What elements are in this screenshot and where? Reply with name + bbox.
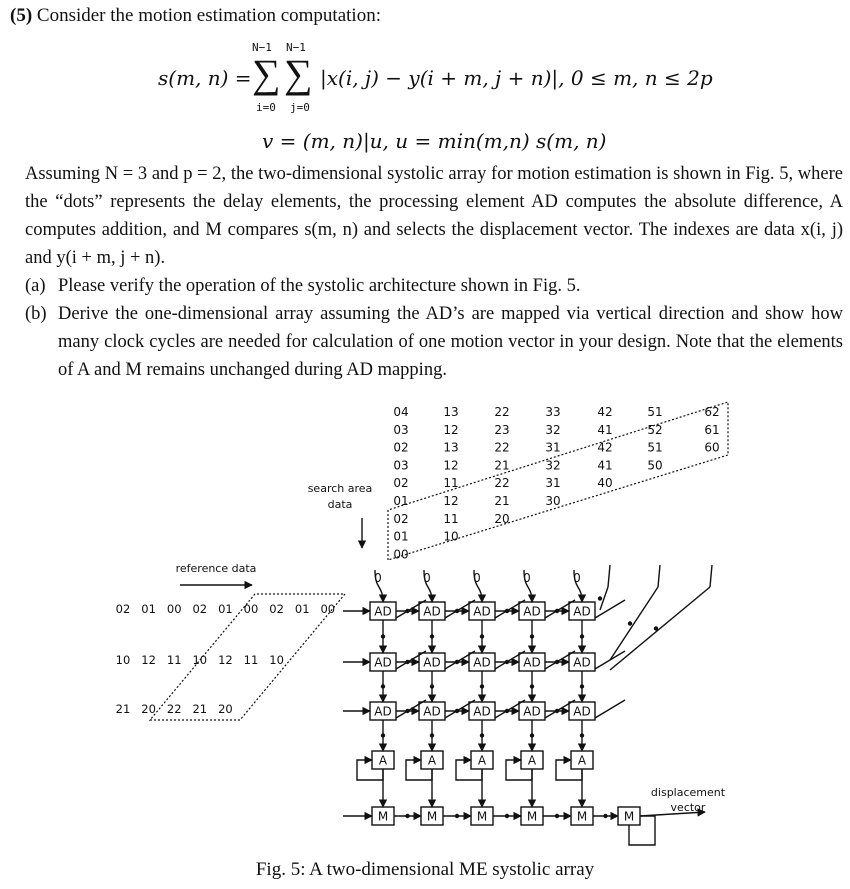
m-label: M — [426, 809, 438, 824]
reference-data-value: 21 — [115, 702, 131, 716]
initial-zero-label: 0 — [473, 571, 481, 585]
problem-body — [25, 160, 843, 384]
search-data-value: 04 — [393, 405, 409, 419]
delay-dot — [580, 684, 584, 688]
ad-block — [419, 653, 445, 671]
feed-line — [658, 565, 660, 587]
search-data-value: 03 — [393, 458, 409, 473]
diagonal-link — [445, 700, 475, 718]
m-block — [521, 807, 543, 825]
search-data-value: 22 — [494, 476, 510, 491]
ad-label: AD — [473, 704, 491, 719]
delay-dot — [381, 634, 385, 638]
ad-label: AD — [423, 604, 441, 619]
diagonal-link — [396, 700, 426, 718]
delay-dot — [430, 634, 434, 638]
ad-label: AD — [473, 604, 491, 619]
search-data-value: 23 — [494, 422, 510, 437]
diagonal-link — [445, 600, 475, 618]
ad-block — [370, 702, 396, 720]
sigma-i-symbol: ∑ — [252, 51, 281, 96]
delay-dot — [430, 733, 434, 737]
reference-data-value: 02 — [115, 602, 131, 616]
initial-zero-label: 0 — [423, 571, 431, 585]
reference-data-value: 20 — [141, 702, 156, 716]
search-data-value: 32 — [545, 458, 561, 473]
eq1-lhs: s(m, n) = — [158, 66, 252, 90]
ad-label: AD — [423, 655, 441, 670]
search-data-value: 41 — [597, 422, 613, 437]
initial-zero-label: 0 — [523, 571, 531, 585]
ad-block — [519, 602, 545, 620]
reference-data-value: 20 — [218, 702, 233, 716]
m-block — [372, 807, 394, 825]
a-label: A — [527, 753, 537, 768]
search-data-value: 00 — [393, 547, 409, 562]
search-data-value: 50 — [647, 458, 663, 473]
search-data-value: 02 — [393, 440, 409, 455]
delay-dot — [555, 609, 559, 613]
eq1-upper-i: N−1 — [252, 41, 272, 54]
search-data-value: 32 — [545, 422, 561, 437]
a-feedback-loop — [456, 760, 482, 780]
delay-dot — [381, 684, 385, 688]
eq1-upper-j: N−1 — [286, 41, 306, 54]
diagonal-link — [595, 600, 625, 618]
final-m-feedback — [629, 816, 655, 845]
delay-dot — [455, 660, 459, 664]
ad-label: AD — [523, 655, 541, 670]
search-data-value: 22 — [494, 440, 510, 455]
a-block — [471, 751, 493, 769]
delay-dot — [405, 814, 409, 818]
search-data-value: 12 — [443, 494, 459, 508]
ad-block — [419, 702, 445, 720]
ad-label: AD — [473, 655, 491, 670]
reference-data-value: 22 — [166, 702, 182, 716]
part-b-text: Derive the one-dimensional array assuming the AD’s are mapped via vertical direction and show how many clock cycles are needed for calculation of one motion vector in your design. Note that the elements of A and M remains unchanged during AD mapping. — [58, 304, 843, 380]
diagonal-feed — [610, 587, 710, 670]
part-a-text: Please verify the operation of the systolic architecture shown in Fig. 5. — [58, 276, 581, 296]
delay-dot — [530, 634, 534, 638]
delay-dot — [430, 684, 434, 688]
search-data-value: 61 — [704, 422, 720, 437]
diagonal-link — [595, 651, 625, 669]
search-data-value: 02 — [393, 476, 409, 491]
reference-data-value: 10 — [115, 653, 131, 667]
reference-data-value: 12 — [218, 653, 233, 667]
ad-block — [370, 602, 396, 620]
diagonal-link — [396, 600, 426, 618]
part-b-label: (b) — [25, 304, 47, 324]
eq1-lower-i: i=0 — [256, 101, 276, 114]
diagonal-link — [545, 600, 575, 618]
delay-dot — [405, 609, 409, 613]
m-block — [421, 807, 443, 825]
reference-data-value: 01 — [141, 602, 156, 616]
a-feedback-loop — [506, 760, 532, 780]
sigma-j-symbol: ∑ — [284, 51, 313, 96]
reference-data-value: 00 — [166, 602, 182, 616]
ad-block — [569, 602, 595, 620]
a-block — [521, 751, 543, 769]
ad-label: AD — [374, 655, 392, 670]
feed-arrow — [524, 570, 532, 602]
a-label: A — [378, 753, 388, 768]
eq1-rhs: |x(i, j) − y(i + m, j + n)|, 0 ≤ m, n ≤ 2p — [320, 66, 713, 90]
diagonal-link — [545, 651, 575, 669]
diagonal-link — [445, 651, 475, 669]
ad-block — [469, 653, 495, 671]
search-data-value: 21 — [494, 494, 510, 508]
delay-dot — [505, 660, 509, 664]
diagonal-link — [396, 651, 426, 669]
delay-dot — [480, 684, 484, 688]
delay-dot — [480, 634, 484, 638]
search-data-value: 31 — [545, 476, 561, 491]
search-data-value: 42 — [597, 405, 613, 419]
reference-data-value: 00 — [320, 602, 336, 616]
initial-zero-label: 0 — [573, 571, 581, 585]
search-data-value: 12 — [443, 458, 459, 473]
search-data-value: 13 — [443, 405, 459, 419]
part-a-label: (a) — [25, 276, 46, 296]
ad-block — [519, 702, 545, 720]
delay-dot — [580, 733, 584, 737]
a-block — [421, 751, 443, 769]
m-block — [571, 807, 593, 825]
delay-dot — [455, 814, 459, 818]
search-data-value: 01 — [393, 529, 409, 544]
ad-label: AD — [523, 704, 541, 719]
search-area-label: data — [327, 498, 353, 511]
delay-dot — [405, 709, 409, 713]
reference-data-label: reference data — [175, 562, 257, 575]
search-data-value: 30 — [545, 494, 561, 508]
search-area-label: search area — [307, 482, 373, 495]
search-data-value: 60 — [704, 440, 720, 455]
delay-dot — [505, 609, 509, 613]
ad-block — [569, 702, 595, 720]
delay-dot — [505, 709, 509, 713]
feed-arrow — [375, 570, 383, 602]
ad-block — [370, 653, 396, 671]
search-data-value: 31 — [545, 440, 561, 455]
diagonal-link — [495, 651, 525, 669]
delay-dot — [598, 596, 602, 600]
initial-zero-label: 0 — [374, 571, 382, 585]
m-label: M — [576, 809, 588, 824]
feed-line — [608, 565, 610, 587]
reference-data-value: 10 — [269, 653, 284, 667]
diagonal-feed — [610, 587, 658, 660]
delay-dot — [555, 709, 559, 713]
m-label: M — [623, 809, 635, 824]
ad-block — [569, 653, 595, 671]
reference-data-value: 10 — [192, 653, 208, 667]
search-data-value: 20 — [494, 511, 510, 526]
delay-dot — [555, 660, 559, 664]
search-area-outline — [388, 402, 728, 560]
eq1-lower-j: j=0 — [290, 101, 310, 114]
ad-label: AD — [573, 704, 591, 719]
search-data-value: 51 — [647, 405, 663, 419]
delay-dot — [555, 814, 559, 818]
m-block — [618, 807, 640, 825]
delay-dot — [530, 733, 534, 737]
delay-dot — [455, 709, 459, 713]
output-arrow — [640, 812, 705, 816]
ad-label: AD — [374, 604, 392, 619]
equation-2: v = (m, n)|u, u = min(m,n) s(m, n) — [262, 129, 607, 153]
delay-dot — [480, 733, 484, 737]
search-data-value: 11 — [443, 511, 459, 526]
a-feedback-loop — [406, 760, 432, 780]
reference-data-value: 02 — [269, 602, 284, 616]
ad-label: AD — [523, 604, 541, 619]
a-label: A — [577, 753, 587, 768]
search-data-value: 11 — [443, 476, 459, 491]
ad-block — [419, 602, 445, 620]
a-feedback-loop — [357, 760, 383, 780]
search-data-value: 62 — [704, 405, 720, 419]
feed-arrow — [574, 570, 582, 602]
problem-paragraph: Assuming N = 3 and p = 2, the two-dimensional systolic array for motion estimation is shown in Fig. 5, where the “dots” represents the delay elements, the processing element AD computes the absolute difference, A computes addition, and M compares s(m, n) and selects the displacement vector. The indexes are data x(i, j) and y(i + m, j + n). — [25, 164, 843, 268]
delay-dot — [603, 814, 607, 818]
delay-dot — [530, 684, 534, 688]
a-block — [571, 751, 593, 769]
search-data-value: 40 — [597, 476, 613, 491]
reference-data-outline — [150, 594, 345, 720]
ad-label: AD — [573, 604, 591, 619]
part-b — [25, 300, 843, 384]
m-label: M — [526, 809, 538, 824]
search-data-value: 10 — [443, 529, 459, 544]
search-data-value: 33 — [545, 405, 561, 419]
ad-block — [519, 653, 545, 671]
m-label: M — [476, 809, 488, 824]
output-label: vector — [670, 801, 706, 814]
feed-arrow — [424, 570, 432, 602]
delay-dot — [405, 660, 409, 664]
search-data-value: 41 — [597, 458, 613, 473]
ad-label: AD — [374, 704, 392, 719]
diagonal-link — [595, 700, 625, 718]
search-data-value: 01 — [393, 494, 409, 508]
search-data-value: 51 — [647, 440, 663, 455]
a-feedback-loop — [556, 760, 582, 780]
diagonal-link — [545, 700, 575, 718]
reference-data-value: 12 — [141, 653, 156, 667]
diagonal-feed — [600, 587, 608, 610]
ad-block — [469, 602, 495, 620]
delay-dot — [381, 733, 385, 737]
reference-data-value: 00 — [243, 602, 259, 616]
a-block — [372, 751, 394, 769]
problem-heading — [10, 5, 381, 27]
a-label: A — [427, 753, 437, 768]
delay-dot — [580, 634, 584, 638]
reference-data-value: 01 — [218, 602, 233, 616]
ad-label: AD — [573, 655, 591, 670]
feed-arrow — [474, 570, 482, 602]
delay-dot — [455, 609, 459, 613]
output-label: displacement — [650, 786, 726, 799]
search-data-value: 21 — [494, 458, 510, 473]
m-block — [471, 807, 493, 825]
search-data-value: 52 — [647, 422, 663, 437]
problem-intro: Consider the motion estimation computation: — [36, 5, 381, 26]
m-label: M — [377, 809, 389, 824]
search-data-value: 12 — [443, 422, 459, 437]
search-data-value: 02 — [393, 511, 409, 526]
delay-dot — [505, 814, 509, 818]
search-data-value: 42 — [597, 440, 613, 455]
diagonal-link — [495, 700, 525, 718]
feed-line — [710, 565, 712, 587]
reference-data-value: 02 — [192, 602, 208, 616]
delay-dot — [654, 626, 658, 630]
reference-data-value: 11 — [166, 653, 182, 667]
ad-label: AD — [423, 704, 441, 719]
search-data-value: 22 — [494, 405, 510, 419]
figure-caption: Fig. 5: A two-dimensional ME systolic array — [255, 859, 595, 880]
search-data-value: 13 — [443, 440, 459, 455]
reference-data-value: 01 — [294, 602, 310, 616]
a-label: A — [477, 753, 487, 768]
reference-data-value: 11 — [243, 653, 259, 667]
reference-data-value: 21 — [192, 702, 208, 716]
search-data-value: 03 — [393, 422, 409, 437]
problem-number: (5) — [10, 5, 33, 26]
delay-dot — [628, 621, 632, 625]
diagonal-link — [495, 600, 525, 618]
ad-block — [469, 702, 495, 720]
part-a — [25, 272, 843, 300]
